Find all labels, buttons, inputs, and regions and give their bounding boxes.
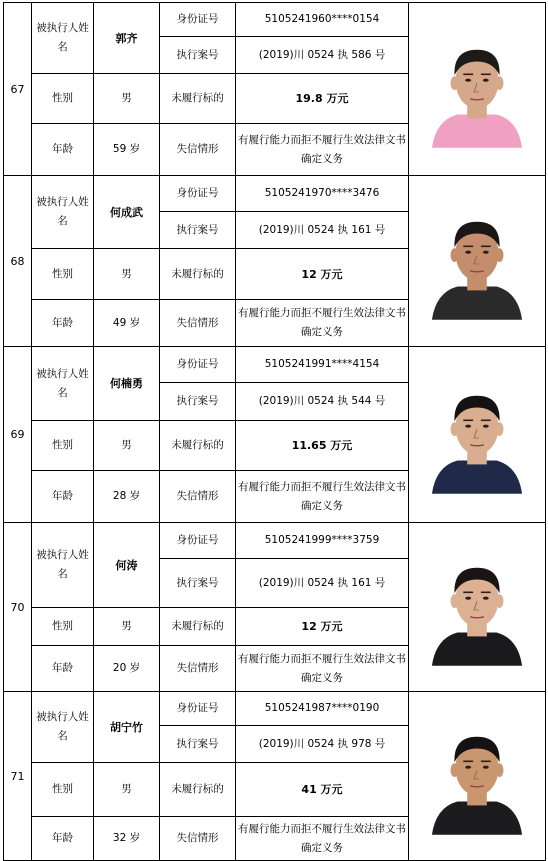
debtor-portrait	[428, 717, 526, 835]
debtor-portrait	[428, 376, 526, 494]
gender-value: 男	[94, 763, 160, 817]
case-number-label: 执行案号	[160, 726, 236, 763]
age-value: 59 岁	[94, 124, 160, 176]
photo-cell	[409, 3, 546, 176]
id-card-label: 身份证号	[160, 3, 236, 37]
record-67-row-1	[4, 3, 546, 37]
gender-label: 性别	[32, 74, 94, 124]
situation-value: 有履行能力而拒不履行生效法律文书确定义务	[236, 471, 409, 523]
age-label: 年龄	[32, 300, 94, 347]
id-card-label: 身份证号	[160, 347, 236, 383]
gender-value: 男	[94, 421, 160, 471]
case-number-value: (2019)川 0524 执 161 号	[236, 559, 409, 608]
amount-value: 41 万元	[236, 763, 409, 817]
case-number-value: (2019)川 0524 执 544 号	[236, 383, 409, 421]
age-value: 49 岁	[94, 300, 160, 347]
record-number: 67	[4, 3, 32, 176]
age-label: 年龄	[32, 646, 94, 692]
photo-cell	[409, 176, 546, 347]
amount-label: 未履行标的	[160, 608, 236, 646]
case-number-label: 执行案号	[160, 383, 236, 421]
case-number-label: 执行案号	[160, 559, 236, 608]
debtor-portrait	[428, 548, 526, 666]
id-card-value: 5105241987****0190	[236, 692, 409, 726]
id-card-value: 5105241970****3476	[236, 176, 409, 212]
name-label: 被执行人姓名	[32, 176, 94, 249]
age-value: 20 岁	[94, 646, 160, 692]
situation-label: 失信情形	[160, 471, 236, 523]
amount-value: 12 万元	[236, 608, 409, 646]
age-label: 年龄	[32, 124, 94, 176]
amount-label: 未履行标的	[160, 74, 236, 124]
age-label: 年龄	[32, 471, 94, 523]
debtor-name: 何成武	[94, 176, 160, 249]
id-card-value: 5105241991****4154	[236, 347, 409, 383]
amount-label: 未履行标的	[160, 249, 236, 300]
gender-value: 男	[94, 74, 160, 124]
gender-label: 性别	[32, 249, 94, 300]
photo-cell	[409, 347, 546, 523]
debtor-name: 何涛	[94, 523, 160, 608]
gender-value: 男	[94, 608, 160, 646]
id-card-value: 5105241999****3759	[236, 523, 409, 559]
situation-label: 失信情形	[160, 817, 236, 861]
record-number: 71	[4, 692, 32, 861]
case-number-value: (2019)川 0524 执 161 号	[236, 212, 409, 249]
situation-value: 有履行能力而拒不履行生效法律文书确定义务	[236, 300, 409, 347]
amount-label: 未履行标的	[160, 763, 236, 817]
record-68-row-1	[4, 176, 546, 212]
case-number-label: 执行案号	[160, 37, 236, 74]
record-number: 68	[4, 176, 32, 347]
situation-label: 失信情形	[160, 646, 236, 692]
situation-value: 有履行能力而拒不履行生效法律文书确定义务	[236, 124, 409, 176]
record-number: 70	[4, 523, 32, 692]
age-value: 28 岁	[94, 471, 160, 523]
amount-value: 11.65 万元	[236, 421, 409, 471]
amount-value: 12 万元	[236, 249, 409, 300]
amount-value: 19.8 万元	[236, 74, 409, 124]
situation-label: 失信情形	[160, 300, 236, 347]
debtor-name: 胡宁竹	[94, 692, 160, 763]
case-number-value: (2019)川 0524 执 978 号	[236, 726, 409, 763]
gender-label: 性别	[32, 763, 94, 817]
id-card-label: 身份证号	[160, 176, 236, 212]
id-card-label: 身份证号	[160, 692, 236, 726]
gender-label: 性别	[32, 608, 94, 646]
situation-label: 失信情形	[160, 124, 236, 176]
record-71-row-1	[4, 692, 546, 726]
id-card-value: 5105241960****0154	[236, 3, 409, 37]
gender-value: 男	[94, 249, 160, 300]
name-label: 被执行人姓名	[32, 347, 94, 421]
record-70-row-1	[4, 523, 546, 559]
id-card-label: 身份证号	[160, 523, 236, 559]
situation-value: 有履行能力而拒不履行生效法律文书确定义务	[236, 817, 409, 861]
situation-value: 有履行能力而拒不履行生效法律文书确定义务	[236, 646, 409, 692]
case-number-label: 执行案号	[160, 212, 236, 249]
debtor-name: 何楠勇	[94, 347, 160, 421]
gender-label: 性别	[32, 421, 94, 471]
case-number-value: (2019)川 0524 执 586 号	[236, 37, 409, 74]
age-label: 年龄	[32, 817, 94, 861]
photo-cell	[409, 692, 546, 861]
record-69-row-1	[4, 347, 546, 383]
amount-label: 未履行标的	[160, 421, 236, 471]
age-value: 32 岁	[94, 817, 160, 861]
photo-cell	[409, 523, 546, 692]
record-number: 69	[4, 347, 32, 523]
name-label: 被执行人姓名	[32, 3, 94, 74]
name-label: 被执行人姓名	[32, 523, 94, 608]
debtor-portrait	[428, 202, 526, 320]
debtor-portrait	[428, 30, 526, 148]
name-label: 被执行人姓名	[32, 692, 94, 763]
debtor-name: 郭齐	[94, 3, 160, 74]
record-table	[3, 2, 546, 861]
dishonest-debtor-table	[3, 2, 545, 861]
